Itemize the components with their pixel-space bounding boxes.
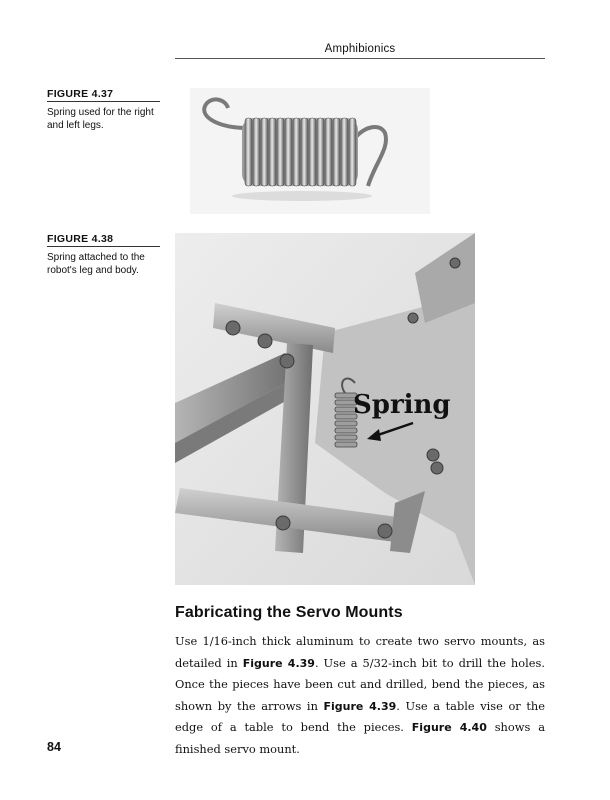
figure-4-37-rule xyxy=(47,101,160,102)
section-heading: Fabricating the Servo Mounts xyxy=(175,604,403,621)
figure-4-37-photo xyxy=(190,88,430,214)
page-number: 84 xyxy=(47,740,61,754)
spring-annotation: Spring xyxy=(353,390,451,420)
robot-leg-photo xyxy=(175,233,475,585)
figure-reference: Figure 4.39 xyxy=(323,699,397,713)
paragraph-text: . Use a table vise or the edge of a table to bend the pieces. xyxy=(175,698,545,734)
figure-reference: Figure 4.39 xyxy=(242,656,315,670)
body-paragraph xyxy=(175,631,545,760)
figure-4-38-caption: Spring attached to the robot's leg and body. xyxy=(47,252,145,276)
paragraph-text: shows a finished servo mount. xyxy=(175,720,545,756)
figure-4-38-label: FIGURE 4.38 xyxy=(47,233,114,245)
running-header: Amphibionics xyxy=(324,43,396,55)
figure-4-38-rule xyxy=(47,246,160,247)
paragraph-text: . Use a 5/32-inch bit to drill the holes. Once the pieces have been cut and drilled, bend the pieces, as shown by the arrows in xyxy=(175,655,545,713)
spring-coils xyxy=(242,118,358,186)
header-rule xyxy=(175,58,545,59)
spring-photo xyxy=(190,88,430,214)
figure-reference: Figure 4.40 xyxy=(411,721,487,734)
figure-4-37-caption: Spring used for the right and left legs. xyxy=(47,107,154,131)
paragraph-text: Use 1/16-inch thick aluminum to create two servo mounts, as detailed in xyxy=(175,634,545,670)
figure-4-38-photo xyxy=(175,233,475,585)
figure-4-37-label: FIGURE 4.37 xyxy=(47,88,114,100)
